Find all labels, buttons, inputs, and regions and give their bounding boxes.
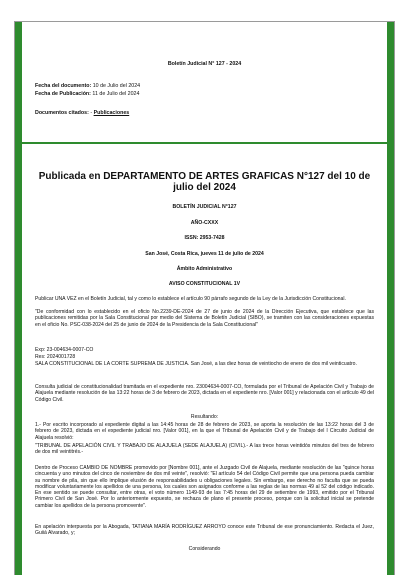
paragraph-1: Publicar UNA VEZ en el Boletín Judicial, tal y como lo establece el artículo 90 párrafo segundo de la Ley de la Jurisdicción Constitucional. <box>35 296 346 302</box>
document-body <box>22 144 387 575</box>
doc-date-row <box>35 83 140 89</box>
expediente: Exp: 23-004634-0007-CO <box>35 347 94 353</box>
paragraph-2: "De conformidad con lo establecido en el oficio No.2239-DE-2024 de 27 de junio de 2024 de la Dirección Ejecutiva, que establece que las publicaciones remitidas por la Sala Constitucional por medio del Sistema de Boletín Judicial (SIBO), se tramiten con las consideraciones expuestas en el oficio No. PSC-038-2024 del 25 de junio de 2024 de la Presidencia de la Sala Constitucional" <box>35 309 374 328</box>
publicaciones-link[interactable]: Publicaciones <box>93 110 130 116</box>
paragraph-6: "TRIBUNAL DE APELACIÓN CIVIL Y TRABAJO DE ALAJUELA (SEDE ALAJUELA) (CIVIL).- A las trece horas veintidós minutos del tres de febrero de dos mil veintitrés.- <box>35 443 374 456</box>
paragraph-8: En apelación interpuesta por la Abogada, TATIANA MARÍA RODRÍGUEZ ARROYO conoce este Tribunal de ese pronunciamiento. Redacta el Juez, Guiiá Alvarado, y; <box>35 524 374 537</box>
pub-date-label: Fecha de Publicación: <box>35 91 91 97</box>
pub-date-row <box>35 91 139 97</box>
resultando-heading: Resultando: <box>190 414 219 420</box>
left-green-border <box>15 22 22 575</box>
resolucion: Res: 2024001728 <box>35 354 76 360</box>
bulletin-title: Boletín Judicial N° 127 - 2024 <box>167 61 242 67</box>
doc-date: 10 de Julio del 2024 <box>92 83 141 89</box>
place-date: San José, Costa Rica, jueves 11 de julio de 2024 <box>145 251 264 257</box>
bulletin-number: BOLETÍN JUDICIAL N°127 <box>172 204 237 210</box>
cited-docs-sep: - <box>90 110 93 116</box>
cited-docs-label: Documentos citados: <box>35 110 89 116</box>
issn: ISSN: 2953-7428 <box>184 235 225 241</box>
document-header <box>22 22 387 144</box>
cited-docs-row <box>35 110 129 116</box>
paragraph-5: 1.- Por escrito incorporado al expediente digital a las 14:45 horas de 28 de febrero de 2023, se aporta la resolución de las 13:22 horas del 3 de febrero de 2023, dictada en el expediente judicial nro. [Valor 001], en la que el Tribunal de Apelación Civil y de Trabajo del I Circuito Judicial de Alajuela resolvió: <box>35 422 374 441</box>
doc-date-label: Fecha del documento: <box>35 83 92 89</box>
paragraph-4: Consulta judicial de constitucionalidad tramitada en el expediente nro. 23004634-0007-CO, formulada por el Tribunal de Apelación Civil y Trabajo de Alajuela mediante resolución de las 13:22 horas de 3 de febrero de 2023, dictada en el expediente nro. [Valor 001] y relacionada con el artículo 49 del Código Civil. <box>35 384 374 403</box>
document-page <box>14 21 395 575</box>
publication-title: Publicada en DEPARTAMENTO DE ARTES GRAFICAS N°127 del 10 de julio del 2024 <box>38 171 371 193</box>
considerando-heading: Considerando <box>188 546 221 552</box>
bulletin-year: AÑO-CXXX <box>190 220 219 226</box>
paragraph-3: SALA CONSTITUCIONAL DE LA CORTE SUPREMA DE JUSTICIA. San José, a las diez horas de veintiocho de enero de dos mil veinticuatro. <box>35 361 357 367</box>
pub-date: 11 de Julio del 2024 <box>92 91 140 97</box>
right-green-border <box>387 22 394 575</box>
area: Ámbito Administrativo <box>176 266 233 272</box>
notice-title: AVISO CONSTITUCIONAL 1V <box>168 281 241 287</box>
paragraph-7: Dentro de Proceso CAMBIO DE NOMBRE promovido por [Nombre 001], ante el Juzgado Civil de Alajuela, mediante resolución de las "quince horas cincuenta y uno minutos del cinco de noviembre de dos mil veinte", resolvió: "El artículo 54 del Código Civil permite que una persona pueda cambiar su nombre de pila, sin que ello implique elusión de responsabilidades u obligaciones legales. Sin embargo, ese derecho no faculta que se pueda modificar voluntariamente los apellidos de una persona, los cuales son asignados conforme a las reglas de las normas 49 al 52 del código indicado. En ese sentido se puede consultar, entre otras, el voto número 1149-93 de las 7:45 horas del 29 de setiembre de 1993, emitido por el Tribunal Primero Civil de San José. Por lo anteriormente expuesto, se rechaza de plano el presente proceso, porque con la solicitud inicial se pretende cambiar los apellidos de la persona promovente". <box>35 465 374 509</box>
